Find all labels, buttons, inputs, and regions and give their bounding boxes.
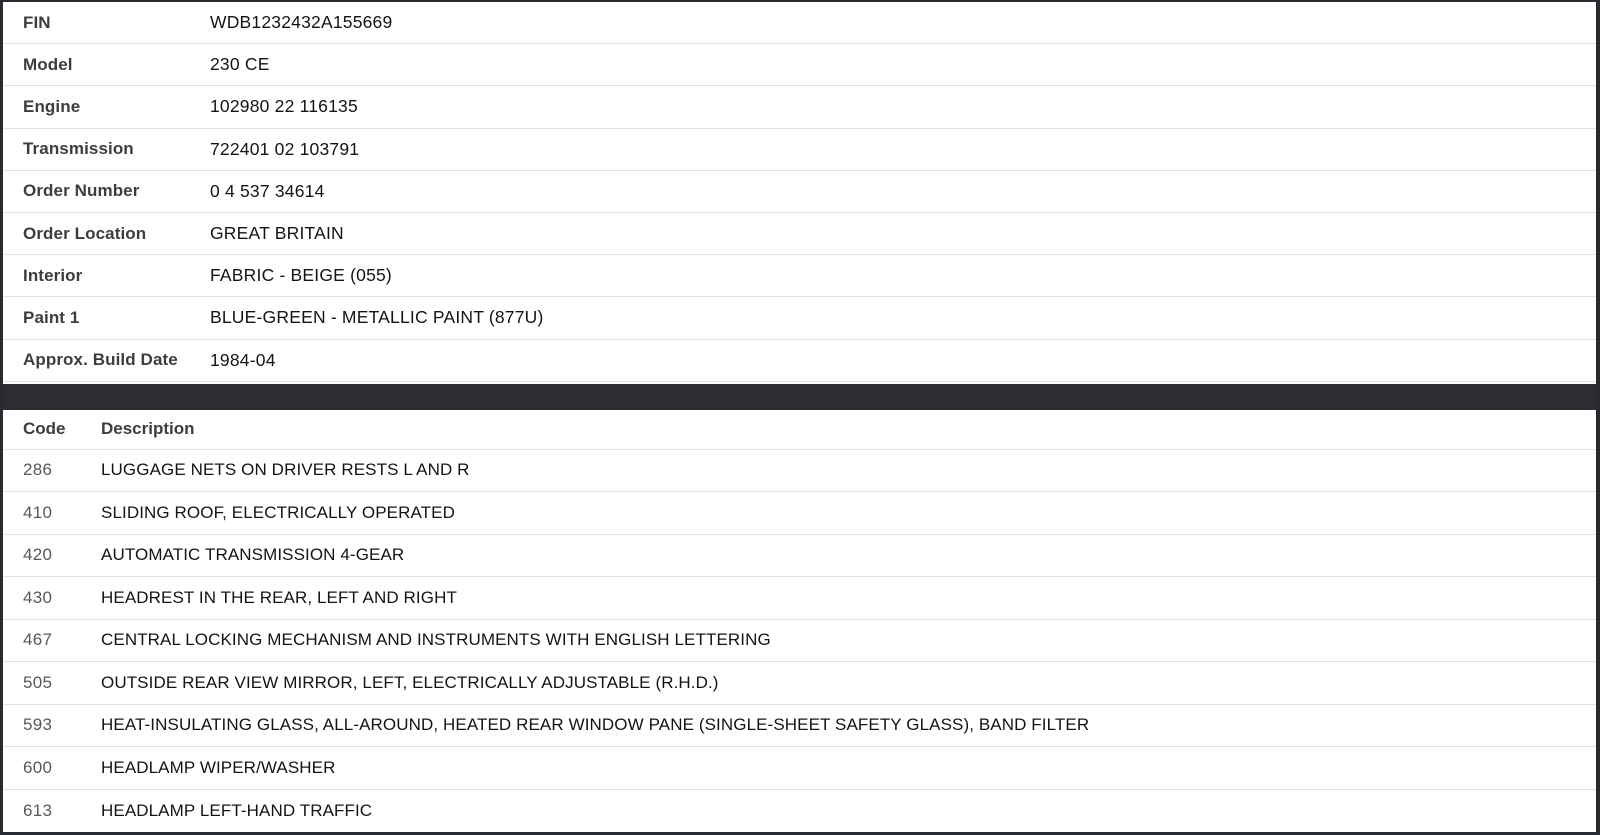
spec-row — [3, 2, 1596, 44]
option-code-row — [3, 747, 1596, 790]
option-description: HEADLAMP LEFT-HAND TRAFFIC — [101, 800, 373, 820]
option-code-row — [3, 450, 1596, 493]
spec-value: 102980 22 116135 — [210, 96, 358, 117]
option-code: 420 — [23, 545, 53, 565]
option-description: AUTOMATIC TRANSMISSION 4-GEAR — [101, 545, 405, 565]
option-code-row — [3, 535, 1596, 578]
option-code-rows — [3, 450, 1596, 833]
option-code: 613 — [23, 800, 53, 820]
spec-label: Paint 1 — [23, 307, 80, 327]
spec-label: Order Number — [23, 181, 140, 201]
spec-label: Engine — [23, 96, 81, 116]
spec-row — [3, 171, 1596, 213]
option-code: 505 — [23, 672, 53, 692]
option-code-row — [3, 577, 1596, 620]
option-description: LUGGAGE NETS ON DRIVER RESTS L AND R — [101, 460, 470, 480]
spec-value: 1984-04 — [210, 349, 276, 370]
option-description: CENTRAL LOCKING MECHANISM AND INSTRUMENTS WITH ENGLISH LETTERING — [101, 630, 771, 650]
spec-row — [3, 213, 1596, 255]
option-description: HEADREST IN THE REAR, LEFT AND RIGHT — [101, 587, 457, 607]
option-code-row — [3, 620, 1596, 663]
spec-value: 0 4 537 34614 — [210, 180, 325, 201]
spec-value: WDB1232432A155669 — [210, 12, 393, 33]
spec-row — [3, 86, 1596, 128]
option-code-row — [3, 790, 1596, 833]
spec-value: 722401 02 103791 — [210, 138, 360, 159]
option-code: 286 — [23, 460, 53, 480]
option-code-row — [3, 492, 1596, 535]
vehicle-info-table — [3, 2, 1596, 382]
spec-value: BLUE-GREEN - METALLIC PAINT (877U) — [210, 307, 544, 328]
spec-label: Interior — [23, 265, 83, 285]
vehicle-info-rows — [3, 2, 1596, 382]
option-description: SLIDING ROOF, ELECTRICALLY OPERATED — [101, 502, 455, 522]
spec-row — [3, 129, 1596, 171]
option-codes-table — [3, 410, 1596, 833]
spec-value: GREAT BRITAIN — [210, 223, 344, 244]
option-code: 410 — [23, 502, 53, 522]
option-code-row — [3, 705, 1596, 748]
option-description: HEAT-INSULATING GLASS, ALL-AROUND, HEATED REAR WINDOW PANE (SINGLE-SHEET SAFETY GLASS), BAND FILTER — [101, 715, 1090, 735]
section-divider-band — [3, 384, 1596, 410]
option-code: 467 — [23, 630, 53, 650]
spec-row — [3, 255, 1596, 297]
description-column-header: Description — [101, 419, 195, 439]
spec-row — [3, 44, 1596, 86]
option-description: HEADLAMP WIPER/WASHER — [101, 757, 336, 777]
option-code-row — [3, 662, 1596, 705]
spec-label: Transmission — [23, 139, 134, 159]
option-code: 600 — [23, 757, 53, 777]
codes-table-header-row — [3, 410, 1596, 450]
spec-value: FABRIC - BEIGE (055) — [210, 265, 392, 286]
spec-value: 230 CE — [210, 54, 270, 75]
spec-label: FIN — [23, 12, 51, 32]
spec-row — [3, 297, 1596, 339]
spec-label: Approx. Build Date — [23, 350, 178, 370]
option-code: 593 — [23, 715, 53, 735]
option-description: OUTSIDE REAR VIEW MIRROR, LEFT, ELECTRICALLY ADJUSTABLE (R.H.D.) — [101, 672, 719, 692]
spec-row — [3, 340, 1596, 382]
spec-label: Order Location — [23, 223, 147, 243]
code-column-header: Code — [23, 419, 66, 439]
option-code: 430 — [23, 587, 53, 607]
spec-label: Model — [23, 54, 73, 74]
